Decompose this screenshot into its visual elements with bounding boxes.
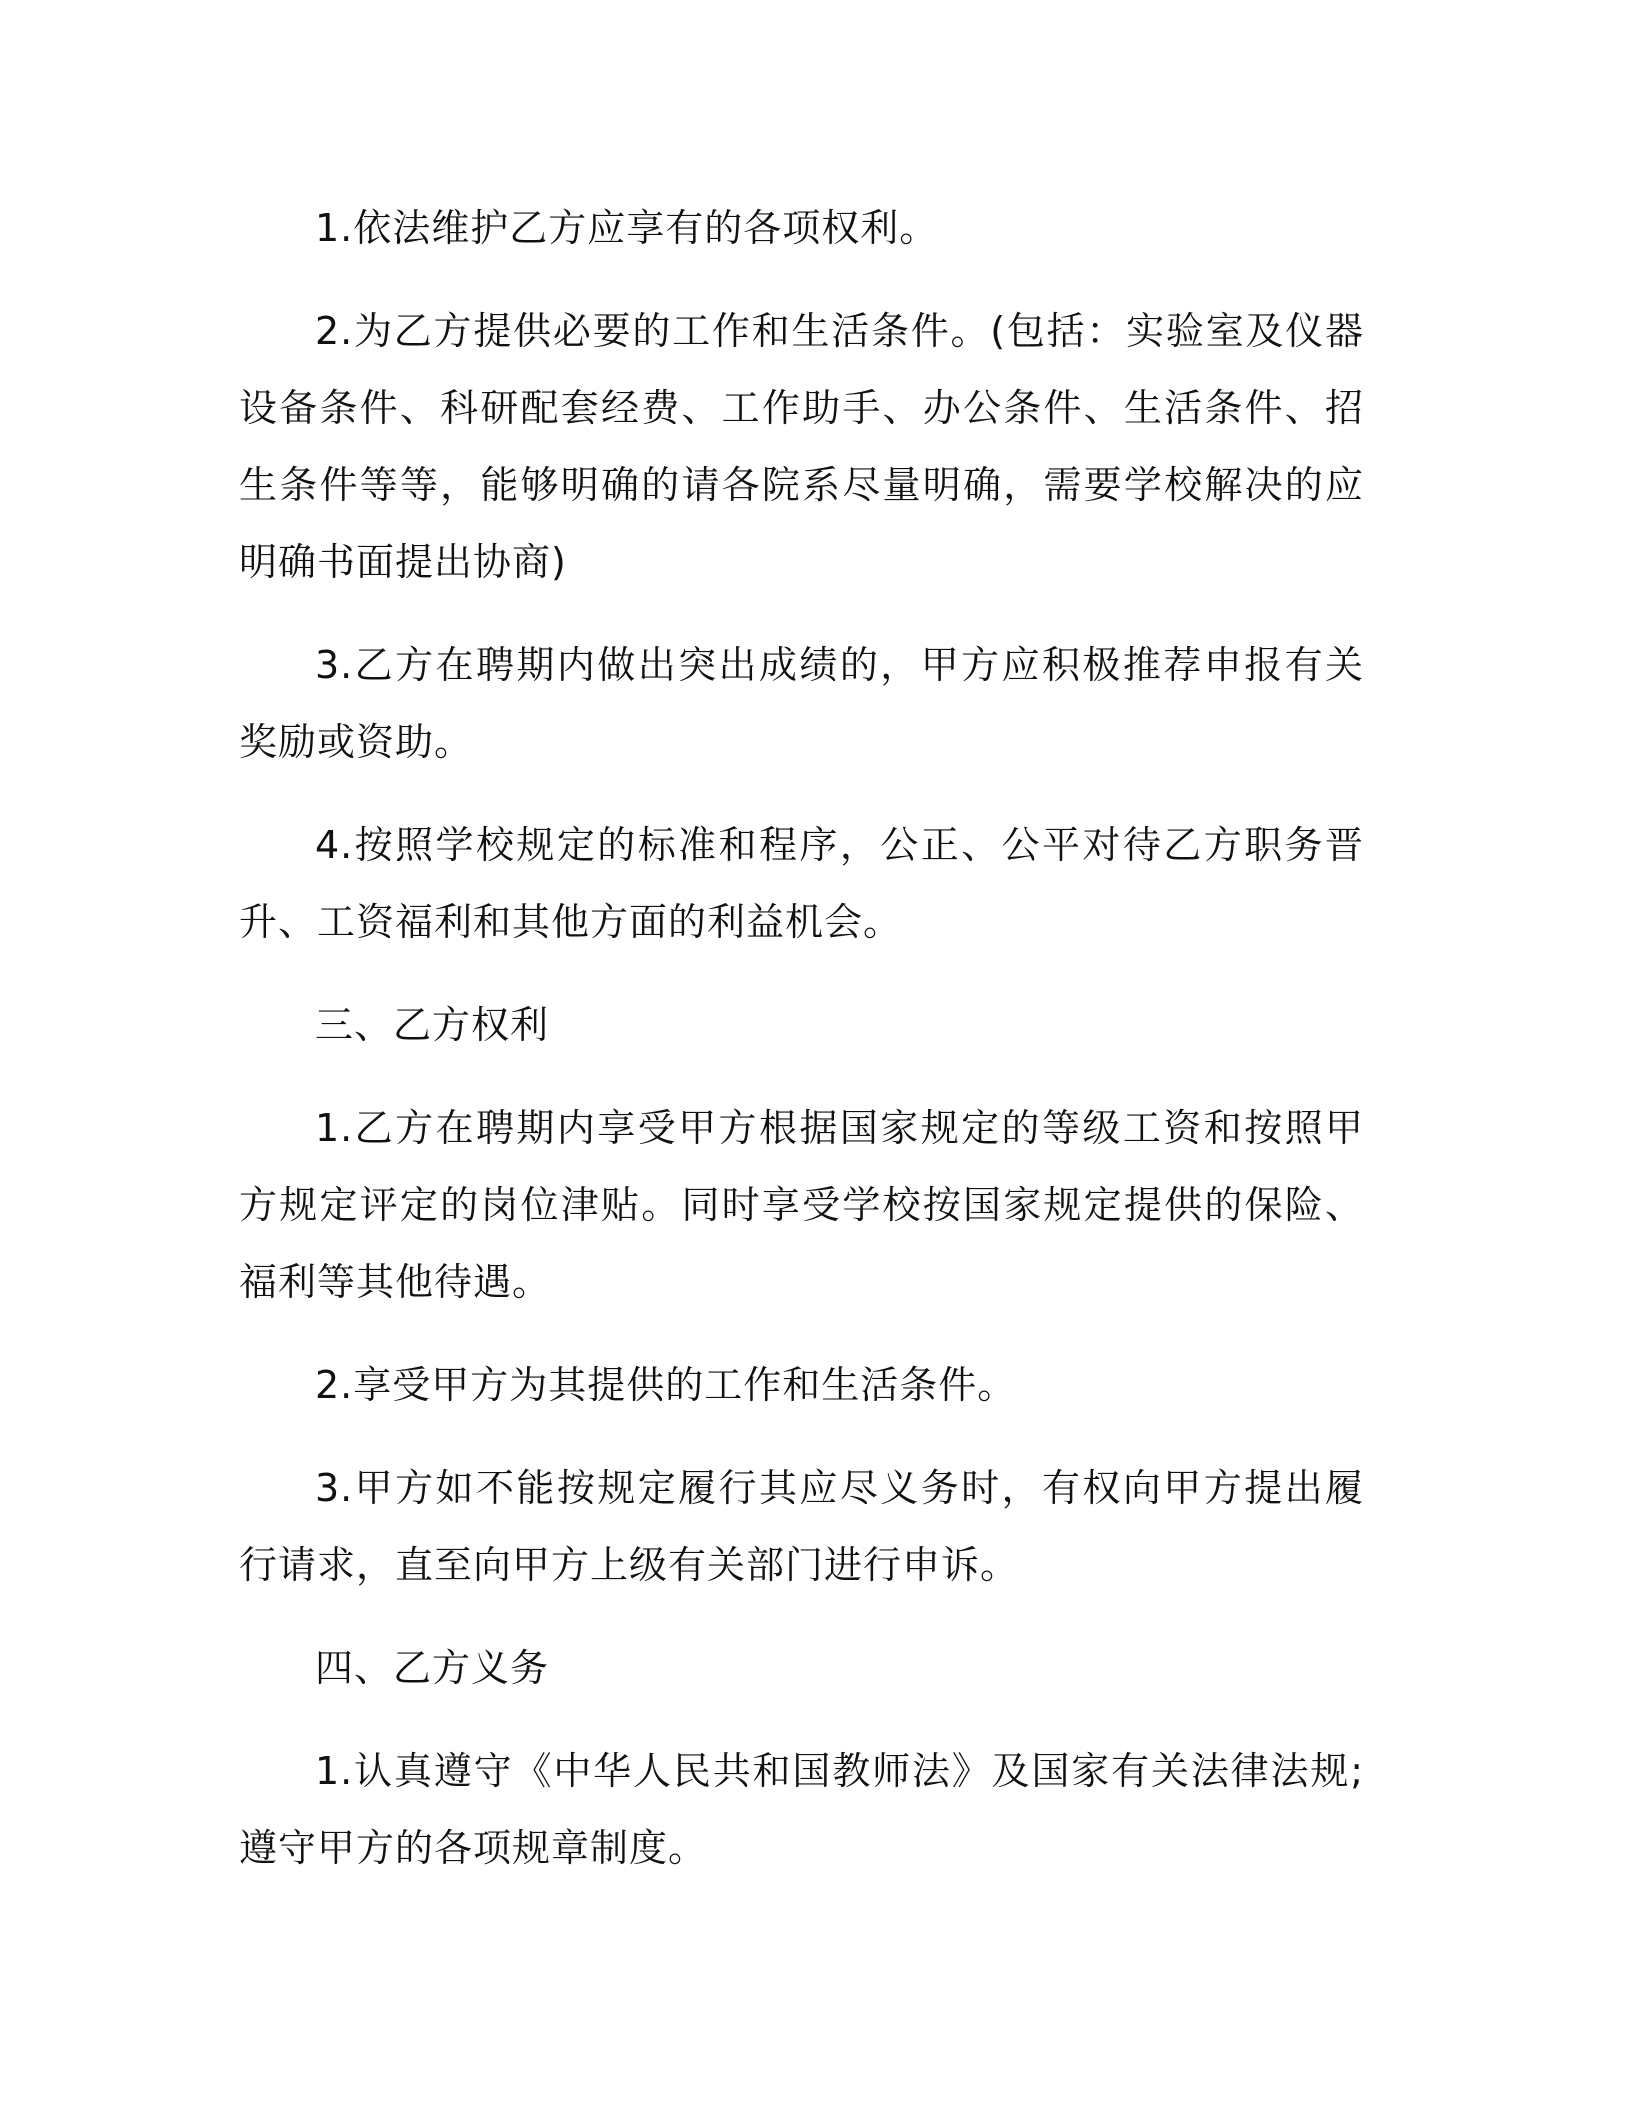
paragraph-obligation-4: 4.按照学校规定的标准和程序，公正、公平对待乙方职务晋升、工资福利和其他方面的利益机会。	[239, 823, 1364, 944]
section-heading-party-b-duties: 四、乙方义务	[315, 1646, 550, 1690]
paragraph-obligation-1: 1.依法维护乙方应享有的各项权利。	[315, 206, 939, 250]
paragraph-duties-1: 1.认真遵守《中华人民共和国教师法》及国家有关法律法规;遵守甲方的各项规章制度。	[239, 1749, 1364, 1870]
paragraph-obligation-3: 3.乙方在聘期内做出突出成绩的，甲方应积极推荐申报有关奖励或资助。	[239, 643, 1364, 764]
paragraph-rights-1: 1.乙方在聘期内享受甲方根据国家规定的等级工资和按照甲方规定评定的岗位津贴。同时享受学校按国家规定提供的保险、福利等其他待遇。	[239, 1106, 1364, 1304]
paragraph-rights-2: 2.享受甲方为其提供的工作和生活条件。	[315, 1363, 1017, 1407]
document-body	[239, 190, 1364, 1913]
section-heading-party-b-rights: 三、乙方权利	[315, 1003, 550, 1047]
paragraph-obligation-2: 2.为乙方提供必要的工作和生活条件。(包括：实验室及仪器设备条件、科研配套经费、工作助手、办公条件、生活条件、招生条件等等，能够明确的请各院系尽量明确，需要学校解决的应明确书面提出协商)	[239, 309, 1364, 584]
paragraph-rights-3: 3.甲方如不能按规定履行其应尽义务时，有权向甲方提出履行请求，直至向甲方上级有关部门进行申诉。	[239, 1466, 1364, 1587]
